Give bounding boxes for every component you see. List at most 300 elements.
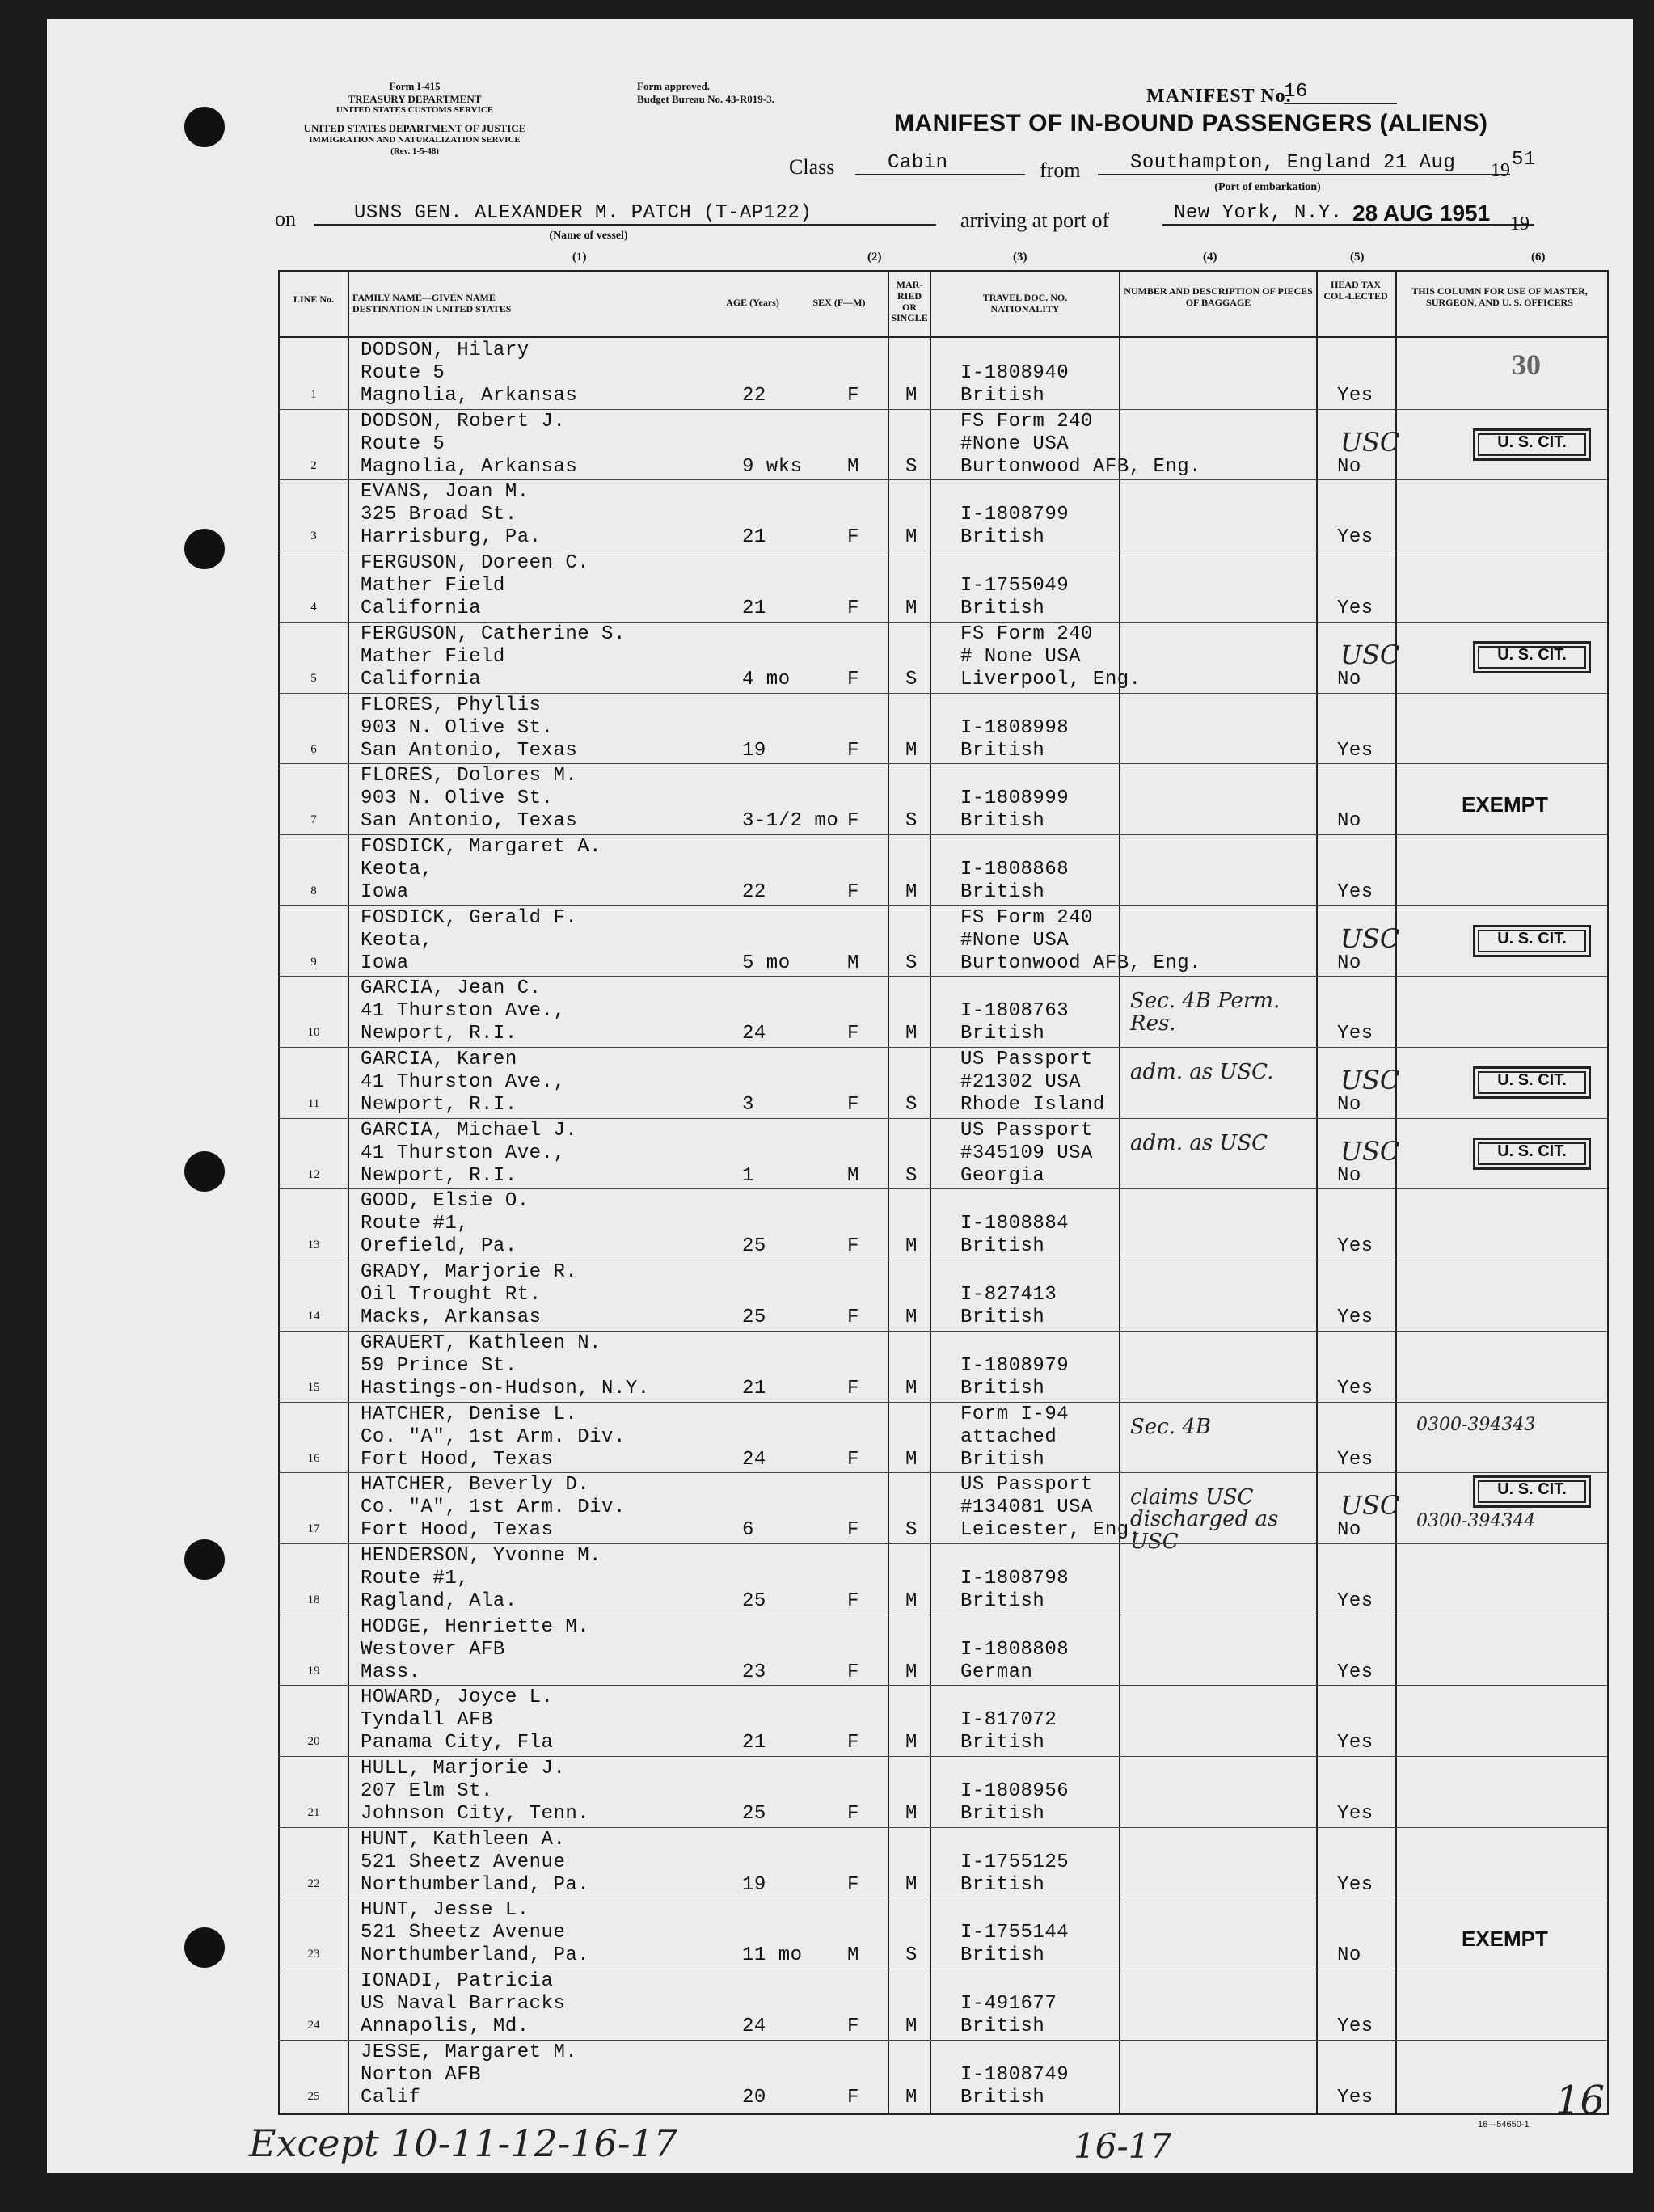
travel-doc-detail: #21302 USA xyxy=(960,1071,1082,1093)
col-num-4: (4) xyxy=(1203,251,1217,264)
travel-doc-no: I-1808940 xyxy=(960,362,1070,384)
head-tax: Yes xyxy=(1337,1589,1373,1612)
officer-number: 0300-394344 xyxy=(1416,1511,1536,1532)
age: 9 wks xyxy=(742,455,803,478)
destination-line-2: Magnolia, Arkansas xyxy=(361,455,578,478)
arrival-port: New York, N.Y. xyxy=(1162,202,1534,226)
vessel-caption: (Name of vessel) xyxy=(549,230,628,242)
sex: M xyxy=(847,455,859,478)
destination-line-1: US Naval Barracks xyxy=(361,1993,566,2016)
embarkation-caption: (Port of embarkation) xyxy=(1214,181,1321,193)
passenger-name: FLORES, Dolores M. xyxy=(361,765,578,787)
travel-doc-no: I-1808749 xyxy=(960,2063,1070,2086)
nationality: Liverpool, Eng. xyxy=(960,668,1141,690)
age: 23 xyxy=(742,1661,766,1683)
travel-doc-no: I-817072 xyxy=(960,1709,1057,1732)
head-tax: Yes xyxy=(1337,1732,1373,1754)
handwritten-note-2: 16-17 xyxy=(1074,2126,1172,2166)
nationality: British xyxy=(960,2016,1045,2038)
destination-line-1: 521 Sheetz Avenue xyxy=(361,1851,566,1873)
marital-status: M xyxy=(905,2016,918,2038)
line-number: 20 xyxy=(307,1735,320,1749)
baggage-note: adm. as USC. xyxy=(1130,1060,1274,1084)
destination-line-1: Route 5 xyxy=(361,362,445,384)
passenger-name: HENDERSON, Yvonne M. xyxy=(361,1544,602,1567)
destination-line-2: Newport, R.I. xyxy=(361,1094,517,1116)
line-number: 8 xyxy=(310,884,317,897)
nationality: Burtonwood AFB, Eng. xyxy=(960,952,1202,974)
sex: F xyxy=(847,1661,859,1683)
nationality: British xyxy=(960,1448,1045,1471)
baggage-note: adm. as USC xyxy=(1130,1130,1268,1155)
destination-line-2: California xyxy=(361,597,482,620)
line-number: 13 xyxy=(307,1239,320,1252)
passenger-name: FOSDICK, Gerald F. xyxy=(361,906,578,929)
travel-doc-detail: # None USA xyxy=(960,645,1082,668)
marital-status: M xyxy=(905,1589,918,1612)
age: 3 xyxy=(742,1094,754,1116)
nationality: British xyxy=(960,880,1045,903)
head-tax: Yes xyxy=(1337,526,1373,549)
travel-doc-detail: attached xyxy=(960,1425,1057,1448)
nationality: British xyxy=(960,810,1045,833)
handwritten-usc: USC xyxy=(1340,639,1400,670)
age: 24 xyxy=(742,1023,766,1045)
header-officers: THIS COLUMN FOR USE OF MASTER, SURGEON, AND U. S. OFFICERS xyxy=(1411,285,1588,308)
line-number: 1 xyxy=(310,388,317,401)
sex: M xyxy=(847,952,859,974)
passenger-name: GARCIA, Jean C. xyxy=(361,977,542,1000)
sex: F xyxy=(847,1732,859,1754)
marital-status: S xyxy=(905,1094,918,1116)
travel-doc-no: I-1808799 xyxy=(960,504,1070,526)
sex: F xyxy=(847,1803,859,1825)
us-citizen-stamp: U. S. CIT. xyxy=(1473,925,1591,957)
passenger-name: GRAUERT, Kathleen N. xyxy=(361,1332,602,1354)
justice-label: UNITED STATES DEPARTMENT OF JUSTICE xyxy=(303,122,526,134)
destination-line-2: Fort Hood, Texas xyxy=(361,1448,554,1471)
header-name: FAMILY NAME—GIVEN NAME DESTINATION IN UNITED STATES xyxy=(352,292,512,314)
travel-doc-detail: #None USA xyxy=(960,929,1070,952)
travel-doc-no: I-1808798 xyxy=(960,1567,1070,1589)
marital-status: M xyxy=(905,1661,918,1683)
passenger-name: HATCHER, Denise L. xyxy=(361,1403,578,1425)
head-tax: No xyxy=(1337,952,1361,974)
passenger-name: JESSE, Margaret M. xyxy=(361,2041,578,2063)
sex: M xyxy=(847,1164,859,1187)
head-tax: Yes xyxy=(1337,2086,1373,2109)
sex: F xyxy=(847,1094,859,1116)
age: 25 xyxy=(742,1803,766,1825)
marital-status: M xyxy=(905,1377,918,1399)
travel-doc-detail: #134081 USA xyxy=(960,1496,1093,1519)
age: 21 xyxy=(742,597,766,620)
nationality: Rhode Island xyxy=(960,1094,1105,1116)
destination-line-2: Panama City, Fla xyxy=(361,1732,554,1754)
destination-line-2: Johnson City, Tenn. xyxy=(361,1803,590,1825)
line-number: 14 xyxy=(307,1310,320,1323)
age: 20 xyxy=(742,2086,766,2109)
arrival-date-stamp: 28 AUG 1951 xyxy=(1352,201,1491,226)
marital-status: M xyxy=(905,2086,918,2109)
destination-line-1: 903 N. Olive St. xyxy=(361,716,554,739)
destination-line-2: Calif xyxy=(361,2086,421,2109)
arrival-year-suffix: 19 xyxy=(1510,213,1530,234)
sex: F xyxy=(847,1873,859,1896)
col-num-6: (6) xyxy=(1531,251,1546,264)
footer-code: 16—54650-1 xyxy=(1478,2120,1530,2130)
us-citizen-stamp: U. S. CIT. xyxy=(1473,1475,1591,1508)
destination-line-2: Harrisburg, Pa. xyxy=(361,526,542,549)
destination-line-1: Keota, xyxy=(361,858,433,880)
passenger-name: FERGUSON, Catherine S. xyxy=(361,623,626,645)
nationality: British xyxy=(960,526,1045,549)
nationality: British xyxy=(960,1803,1045,1825)
destination-line-2: Orefield, Pa. xyxy=(361,1235,517,1258)
sex: F xyxy=(847,1519,859,1542)
punch-hole xyxy=(184,1151,225,1192)
line-number: 11 xyxy=(307,1097,320,1110)
head-tax: Yes xyxy=(1337,385,1373,407)
head-tax: Yes xyxy=(1337,597,1373,620)
nationality: British xyxy=(960,1873,1045,1896)
passenger-name: GARCIA, Karen xyxy=(361,1049,517,1070)
age: 25 xyxy=(742,1307,766,1329)
age: 1 xyxy=(742,1164,754,1187)
line-number: 25 xyxy=(307,2089,320,2103)
embarkation-port: Southampton, England 21 Aug xyxy=(1098,152,1510,175)
sex: F xyxy=(847,1023,859,1045)
destination-line-2: Mass. xyxy=(361,1661,421,1683)
nationality: British xyxy=(960,597,1045,620)
destination-line-2: Northumberland, Pa. xyxy=(361,1944,590,1967)
marital-status: S xyxy=(905,1519,918,1542)
sex: F xyxy=(847,880,859,903)
handwritten-usc: USC xyxy=(1340,922,1400,954)
us-citizen-stamp: U. S. CIT. xyxy=(1473,641,1591,673)
nationality: German xyxy=(960,1661,1033,1683)
travel-doc-no: I-1808808 xyxy=(960,1638,1070,1661)
customs-label: UNITED STATES CUSTOMS SERVICE xyxy=(335,105,494,115)
marital-status: M xyxy=(905,526,918,549)
destination-line-1: 41 Thurston Ave., xyxy=(361,1142,566,1164)
destination-line-1: Mather Field xyxy=(361,645,505,668)
travel-doc-no: US Passport xyxy=(960,1119,1093,1142)
marital-status: S xyxy=(905,1944,918,1967)
head-tax: Yes xyxy=(1337,2016,1373,2038)
travel-doc-no: I-1755049 xyxy=(960,575,1070,597)
destination-line-2: Newport, R.I. xyxy=(361,1164,517,1187)
age: 5 mo xyxy=(742,952,791,974)
manifest-number: 16 xyxy=(1284,81,1397,104)
destination-line-2: Newport, R.I. xyxy=(361,1023,517,1045)
punch-hole xyxy=(184,107,225,147)
sex: F xyxy=(847,1448,859,1471)
marital-status: S xyxy=(905,455,918,478)
destination-line-2: Ragland, Ala. xyxy=(361,1589,517,1612)
destination-line-2: Annapolis, Md. xyxy=(361,2016,530,2038)
age: 6 xyxy=(742,1519,754,1542)
sex: F xyxy=(847,1307,859,1329)
baggage-note: Sec. 4B Perm. Res. xyxy=(1130,989,1281,1036)
line-number: 24 xyxy=(307,2019,320,2033)
destination-line-1: Norton AFB xyxy=(361,2063,482,2086)
sex: F xyxy=(847,526,859,549)
us-citizen-stamp: U. S. CIT. xyxy=(1473,428,1591,461)
line-number: 4 xyxy=(310,601,317,614)
nationality: British xyxy=(960,2086,1045,2109)
travel-doc-no: I-1755125 xyxy=(960,1851,1070,1873)
age: 4 mo xyxy=(742,668,791,690)
destination-line-1: Westover AFB xyxy=(361,1638,505,1661)
treasury-label: TREASURY DEPARTMENT xyxy=(348,93,482,105)
travel-doc-no: I-1808979 xyxy=(960,1354,1070,1377)
destination-line-2: Magnolia, Arkansas xyxy=(361,385,578,407)
passenger-name: HODGE, Henriette M. xyxy=(361,1615,590,1638)
col-num-1: (1) xyxy=(572,251,587,264)
line-number: 9 xyxy=(310,955,317,969)
head-tax: No xyxy=(1337,1944,1361,1967)
line-number: 7 xyxy=(310,813,317,827)
manifest-number-label: MANIFEST No. xyxy=(1146,86,1292,107)
head-tax: Yes xyxy=(1337,1661,1373,1683)
destination-line-1: 41 Thurston Ave., xyxy=(361,1071,566,1093)
travel-doc-no: Form I-94 xyxy=(960,1403,1070,1425)
travel-doc-detail: #345109 USA xyxy=(960,1142,1093,1164)
destination-line-2: Fort Hood, Texas xyxy=(361,1519,554,1542)
age: 24 xyxy=(742,1448,766,1471)
head-tax: No xyxy=(1337,455,1361,478)
head-tax: Yes xyxy=(1337,880,1373,903)
nationality: British xyxy=(960,1235,1045,1258)
manifest-sheet xyxy=(47,19,1633,2173)
marital-status: M xyxy=(905,1235,918,1258)
sex: F xyxy=(847,1235,859,1258)
travel-doc-no: I-1808999 xyxy=(960,787,1070,810)
marital-status: S xyxy=(905,952,918,974)
handwritten-usc: USC xyxy=(1340,1065,1400,1095)
passenger-name: GOOD, Elsie O. xyxy=(361,1190,530,1213)
budget-bureau: Budget Bureau No. 43-R019-3. xyxy=(637,93,774,105)
head-tax: Yes xyxy=(1337,1873,1373,1896)
age: 21 xyxy=(742,1377,766,1399)
passenger-name: GRADY, Marjorie R. xyxy=(361,1261,578,1284)
passenger-name: IONADI, Patricia xyxy=(361,1970,554,1993)
form-number: Form I-415 xyxy=(389,80,441,92)
destination-line-2: San Antonio, Texas xyxy=(361,739,578,762)
destination-line-1: Co. "A", 1st Arm. Div. xyxy=(361,1425,626,1448)
travel-doc-no: I-1808868 xyxy=(960,858,1070,880)
head-tax: No xyxy=(1337,1164,1361,1187)
travel-doc-no: FS Form 240 xyxy=(960,410,1093,433)
page-title: MANIFEST OF IN-BOUND PASSENGERS (ALIENS) xyxy=(894,110,1488,137)
marital-status: M xyxy=(905,1448,918,1471)
destination-line-2: Northumberland, Pa. xyxy=(361,1873,590,1896)
sex: M xyxy=(847,1944,859,1967)
passenger-name: DODSON, Hilary xyxy=(361,340,530,361)
line-number: 5 xyxy=(310,671,317,685)
destination-line-1: Co. "A", 1st Arm. Div. xyxy=(361,1496,626,1519)
marital-status: M xyxy=(905,1873,918,1896)
line-number: 15 xyxy=(307,1380,320,1394)
age: 3-1/2 mo xyxy=(742,810,839,833)
head-tax: Yes xyxy=(1337,1023,1373,1045)
line-number: 6 xyxy=(310,742,317,756)
travel-doc-no: US Passport xyxy=(960,1474,1093,1496)
travel-doc-no: I-1808998 xyxy=(960,716,1070,739)
handwritten-usc: USC xyxy=(1340,426,1400,458)
nationality: Leicester, Eng. xyxy=(960,1519,1141,1542)
destination-line-1: Route #1, xyxy=(361,1567,470,1589)
destination-line-1: Route 5 xyxy=(361,433,445,455)
sex: F xyxy=(847,1377,859,1399)
passenger-name: HULL, Marjorie J. xyxy=(361,1758,566,1779)
sex: F xyxy=(847,1589,859,1612)
travel-doc-no: I-1808763 xyxy=(960,1000,1070,1023)
line-number: 17 xyxy=(307,1522,320,1536)
passenger-name: EVANS, Joan M. xyxy=(361,481,530,504)
passenger-name: FOSDICK, Margaret A. xyxy=(361,835,602,858)
officer-note: 30 xyxy=(1512,348,1541,381)
nationality: British xyxy=(960,1023,1045,1045)
destination-line-1: Tyndall AFB xyxy=(361,1709,493,1732)
col-num-5: (5) xyxy=(1350,251,1365,264)
marital-status: M xyxy=(905,597,918,620)
line-number: 2 xyxy=(310,458,317,472)
destination-line-2: Iowa xyxy=(361,952,409,974)
head-tax: No xyxy=(1337,1094,1361,1116)
col-num-3: (3) xyxy=(1013,251,1027,264)
arriving-label: arriving at port of xyxy=(960,209,1110,232)
header-age: AGE (Years) xyxy=(726,297,779,308)
punch-hole xyxy=(184,1539,225,1580)
head-tax: Yes xyxy=(1337,1307,1373,1329)
travel-doc-no: I-491677 xyxy=(960,1993,1057,2016)
vessel-name: USNS GEN. ALEXANDER M. PATCH (T-AP122) xyxy=(314,202,936,226)
baggage-note: claims USC discharged as USC xyxy=(1130,1485,1279,1554)
destination-line-1: 325 Broad St. xyxy=(361,504,517,526)
age: 24 xyxy=(742,2016,766,2038)
line-number: 23 xyxy=(307,1948,320,1961)
header-line-no: LINE No. xyxy=(293,293,334,305)
passenger-name: GARCIA, Michael J. xyxy=(361,1119,578,1142)
handwritten-page-mark: 16 xyxy=(1555,2078,1605,2123)
destination-line-1: 59 Prince St. xyxy=(361,1354,517,1377)
travel-doc-no: US Passport xyxy=(960,1049,1093,1070)
passenger-name: HUNT, Jesse L. xyxy=(361,1899,530,1922)
age: 25 xyxy=(742,1235,766,1258)
class-label: Class xyxy=(789,155,835,179)
line-number: 18 xyxy=(307,1593,320,1606)
nationality: British xyxy=(960,385,1045,407)
line-number: 16 xyxy=(307,1451,320,1465)
passenger-name: FLORES, Phyllis xyxy=(361,694,542,716)
handwritten-except-note: Except 10-11-12-16-17 xyxy=(249,2121,677,2165)
head-tax: Yes xyxy=(1337,1377,1373,1399)
age: 19 xyxy=(742,1873,766,1896)
age: 19 xyxy=(742,739,766,762)
us-citizen-stamp: U. S. CIT. xyxy=(1473,1138,1591,1170)
marital-status: S xyxy=(905,1164,918,1187)
exempt-stamp: EXEMPT xyxy=(1462,1927,1548,1952)
passenger-name: HOWARD, Joyce L. xyxy=(361,1686,554,1709)
sex: F xyxy=(847,385,859,407)
age: 22 xyxy=(742,880,766,903)
destination-line-1: Route #1, xyxy=(361,1213,470,1235)
header-head-tax: HEAD TAX COL-LECTED xyxy=(1323,279,1388,302)
marital-status: S xyxy=(905,810,918,833)
travel-doc-no: FS Form 240 xyxy=(960,906,1093,929)
head-tax: No xyxy=(1337,810,1361,833)
head-tax: Yes xyxy=(1337,1235,1373,1258)
punch-hole xyxy=(184,1927,225,1968)
line-number: 12 xyxy=(307,1167,320,1181)
travel-doc-no: I-827413 xyxy=(960,1284,1057,1307)
marital-status: M xyxy=(905,1803,918,1825)
sex: F xyxy=(847,597,859,620)
line-number: 3 xyxy=(310,530,317,543)
header-baggage: NUMBER AND DESCRIPTION OF PIECES OF BAGGAGE xyxy=(1124,285,1313,308)
age: 21 xyxy=(742,1732,766,1754)
age: 11 mo xyxy=(742,1944,803,1967)
header-married: MAR-RIED OR SINGLE xyxy=(891,279,928,324)
nationality: British xyxy=(960,1589,1045,1612)
nationality: Georgia xyxy=(960,1164,1045,1187)
year-prefix: 19 xyxy=(1491,160,1510,181)
exempt-stamp: EXEMPT xyxy=(1462,792,1548,817)
from-label: from xyxy=(1040,158,1081,182)
ins-label: IMMIGRATION AND NATURALIZATION SERVICE xyxy=(309,135,521,145)
col-num-2: (2) xyxy=(867,251,882,264)
marital-status: M xyxy=(905,385,918,407)
sex: F xyxy=(847,810,859,833)
year-suffix: 51 xyxy=(1512,149,1536,171)
travel-doc-no: I-1755144 xyxy=(960,1922,1070,1944)
head-tax: Yes xyxy=(1337,1448,1373,1471)
us-citizen-stamp: U. S. CIT. xyxy=(1473,1066,1591,1099)
destination-line-2: Iowa xyxy=(361,880,409,903)
destination-line-2: California xyxy=(361,668,482,690)
destination-line-1: 521 Sheetz Avenue xyxy=(361,1922,566,1944)
form-approved: Form approved. xyxy=(637,80,711,92)
line-number: 10 xyxy=(307,1026,320,1040)
age: 25 xyxy=(742,1589,766,1612)
destination-line-1: 41 Thurston Ave., xyxy=(361,1000,566,1023)
destination-line-1: Keota, xyxy=(361,929,433,952)
travel-doc-no: I-1808884 xyxy=(960,1213,1070,1235)
marital-status: S xyxy=(905,668,918,690)
nationality: British xyxy=(960,1307,1045,1329)
marital-status: M xyxy=(905,739,918,762)
marital-status: M xyxy=(905,1307,918,1329)
destination-line-2: Hastings-on-Hudson, N.Y. xyxy=(361,1377,650,1399)
nationality: Burtonwood AFB, Eng. xyxy=(960,455,1202,478)
on-label: on xyxy=(275,207,296,230)
header-travel-doc: TRAVEL DOC. NO. NATIONALITY xyxy=(982,292,1068,314)
passenger-name: FERGUSON, Doreen C. xyxy=(361,552,590,575)
head-tax: No xyxy=(1337,668,1361,690)
passenger-name: DODSON, Robert J. xyxy=(361,410,566,433)
revision-label: (Rev. 1-5-48) xyxy=(390,146,439,156)
passenger-name: HUNT, Kathleen A. xyxy=(361,1828,566,1851)
destination-line-1: 903 N. Olive St. xyxy=(361,787,554,810)
line-number: 22 xyxy=(307,1876,320,1890)
marital-status: M xyxy=(905,880,918,903)
class-value: Cabin xyxy=(855,152,1025,175)
passenger-name: HATCHER, Beverly D. xyxy=(361,1474,590,1496)
handwritten-usc: USC xyxy=(1340,1490,1400,1522)
head-tax: Yes xyxy=(1337,739,1373,762)
